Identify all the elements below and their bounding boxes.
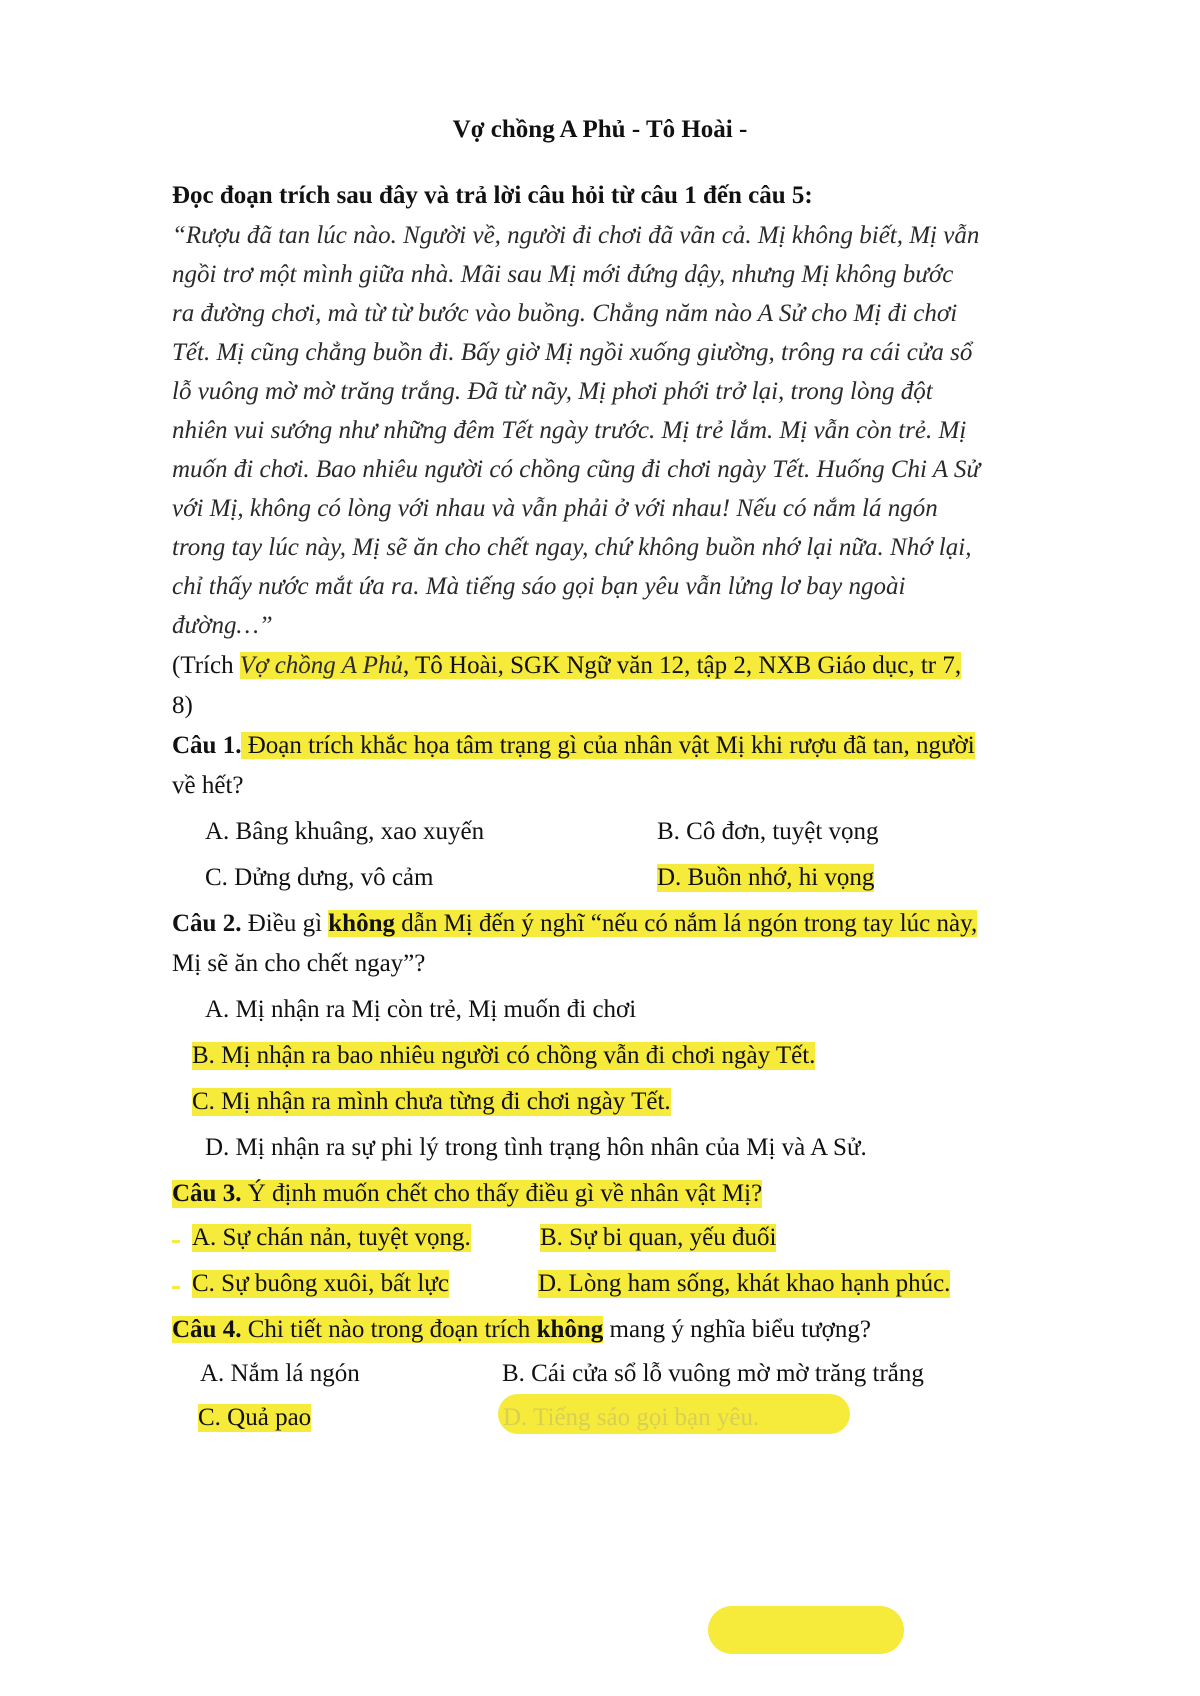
question-text-cont: mang ý nghĩa biểu tượng? — [603, 1316, 871, 1343]
question-text: Điều gì — [241, 910, 329, 937]
source-work: Vợ chồng A Phủ — [239, 652, 403, 679]
question-4 — [172, 1316, 871, 1344]
question-label: Câu 1. — [172, 732, 242, 759]
highlight-mark — [172, 1286, 180, 1289]
q3-option-b: B. Sự bi quan, yếu đuối — [540, 1224, 777, 1251]
document-title: Vợ chồng A Phủ - Tô Hoài - — [452, 116, 748, 143]
question-emphasis: không — [328, 910, 395, 937]
question-label: Câu 4. — [172, 1316, 242, 1343]
question-2 — [172, 910, 977, 938]
q4-option-c: C. Quả pao — [198, 1404, 312, 1431]
instruction: Đọc đoạn trích sau đây và trả lời câu hỏi từ câu 1 đến câu 5: — [172, 182, 813, 209]
q4-option-b: B. Cái cửa sổ lỗ vuông mờ mờ trăng trắng — [502, 1360, 924, 1387]
question-1-cont: về hết? — [172, 772, 244, 799]
q4-option-a: A. Nắm lá ngón — [200, 1360, 360, 1387]
passage-line: ngồi trơ một mình giữa nhà. Mãi sau Mị mới đứng dậy, nhưng Mị không bước — [172, 261, 954, 288]
q2-option-c: C. Mị nhận ra mình chưa từng đi chơi ngày Tết. — [192, 1088, 671, 1115]
source-rest: , Tô Hoài, SGK Ngữ văn 12, tập 2, NXB Giáo dục, tr 7, — [402, 652, 962, 679]
q1-option-a: A. Bâng khuâng, xao xuyến — [205, 818, 485, 845]
passage-line: Tết. Mị cũng chẳng buồn đi. Bấy giờ Mị ngồi xuống giường, trông ra cái cửa sổ — [172, 339, 973, 366]
q2-option-d: D. Mị nhận ra sự phi lý trong tình trạng hôn nhân của Mị và A Sử. — [205, 1134, 867, 1161]
source-open: (Trích — [172, 652, 240, 679]
passage-line: với Mị, không có lòng với nhau và vẫn phải ở với nhau! Nếu có nắm lá ngón — [172, 495, 938, 522]
question-2-cont: Mị sẽ ăn cho chết ngay”? — [172, 950, 426, 977]
q2-option-a: A. Mị nhận ra Mị còn trẻ, Mị muốn đi chơi — [205, 996, 637, 1023]
question-label: Câu 3. — [172, 1180, 242, 1207]
question-text: Ý định muốn chết cho thấy điều gì về nhân vật Mị? — [241, 1180, 763, 1207]
q2-option-b: B. Mị nhận ra bao nhiêu người có chồng vẫn đi chơi ngày Tết. — [192, 1042, 816, 1069]
question-text: Đoạn trích khắc họa tâm trạng gì của nhân vật Mị khi rượu đã tan, người — [241, 732, 975, 759]
q1-option-c: C. Dửng dưng, vô cảm — [205, 864, 434, 891]
passage-line: nhiên vui sướng như những đêm Tết ngày trước. Mị trẻ lắm. Mị vẫn còn trẻ. Mị — [172, 417, 967, 444]
q4-option-d: D. Tiếng sáo gọi bạn yêu. — [503, 1404, 760, 1431]
passage-line: “Rượu đã tan lúc nào. Người về, người đi chơi đã vãn cả. Mị không biết, Mị vẫn — [172, 222, 980, 249]
passage-line: ra đường chơi, mà từ từ bước vào buồng. Chẳng năm nào A Sử cho Mị đi chơi — [172, 300, 958, 327]
question-text-cont: dẫn Mị đến ý nghĩ “nếu có nắm lá ngón trong tay lúc này, — [394, 910, 978, 937]
question-emphasis: không — [536, 1316, 604, 1343]
question-3 — [172, 1180, 762, 1208]
passage-line: đường…” — [172, 612, 273, 639]
question-label: Câu 2. — [172, 910, 242, 937]
passage-line: lỗ vuông mờ mờ trăng trắng. Đã từ nãy, Mị phơi phới trở lại, trong lòng đột — [172, 378, 933, 405]
passage-line: muốn đi chơi. Bao nhiêu người có chồng cũng đi chơi ngày Tết. Huống Chi A Sử — [172, 456, 980, 483]
q3-option-d: D. Lòng ham sống, khát khao hạnh phúc. — [538, 1270, 951, 1297]
passage-line: trong tay lúc này, Mị sẽ ăn cho chết ngay, chứ không buồn nhớ lại nữa. Nhớ lại, — [172, 534, 972, 561]
q3-option-a: A. Sự chán nản, tuyệt vọng. — [192, 1224, 471, 1251]
source-citation — [172, 652, 961, 680]
highlighter-blob — [708, 1606, 904, 1654]
q1-option-d: D. Buồn nhớ, hi vọng — [657, 864, 875, 891]
q1-option-b: B. Cô đơn, tuyệt vọng — [657, 818, 879, 845]
question-text: Chi tiết nào trong đoạn trích — [241, 1316, 537, 1343]
passage-line: chỉ thấy nước mắt ứa ra. Mà tiếng sáo gọi bạn yêu vẫn lửng lơ bay ngoài — [172, 573, 906, 600]
highlight-mark — [172, 1240, 180, 1243]
question-1 — [172, 732, 975, 760]
q3-option-c: C. Sự buông xuôi, bất lực — [192, 1270, 449, 1297]
source-citation-cont: 8) — [172, 692, 193, 719]
